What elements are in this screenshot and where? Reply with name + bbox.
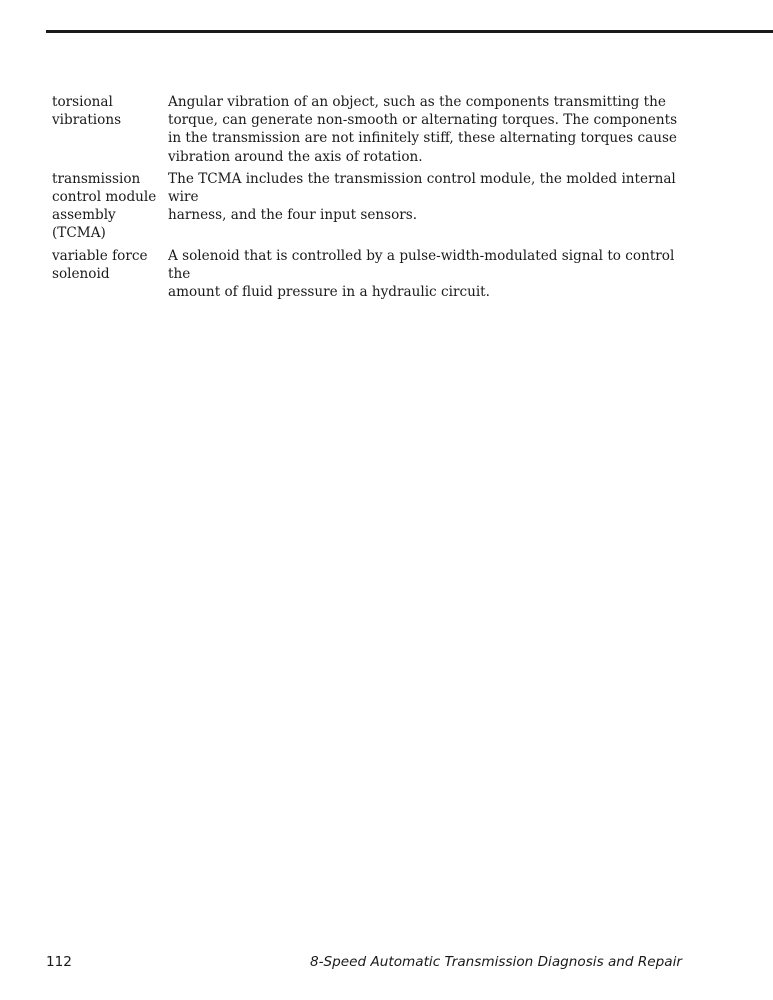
glossary-list — [52, 93, 692, 305]
glossary-definition: A solenoid that is controlled by a pulse-width-modulated signal to control the amount of fluid pressure in a hydraulic circuit. — [168, 247, 675, 301]
page-number: 112 — [46, 954, 72, 970]
header-rule — [46, 30, 773, 33]
glossary-definition: The TCMA includes the transmission control module, the molded internal wire harness, and the four input sensors. — [168, 170, 676, 224]
glossary-term: transmission control module assembly (TCMA) — [52, 170, 157, 242]
glossary-entry-tcma — [52, 170, 692, 243]
glossary-term: torsional vibrations — [52, 94, 122, 129]
glossary-entry-variable-force-solenoid — [52, 247, 692, 302]
glossary-entry-torsional-vibrations — [52, 93, 692, 166]
glossary-definition: Angular vibration of an object, such as the components transmitting the torque, can generate non-smooth or alternating torques. The components in the transmission are not infinitely stiff, these alternating torques cause vibration around the axis of rotation. — [168, 94, 678, 165]
book-title: 8-Speed Automatic Transmission Diagnosis and Repair — [309, 954, 682, 970]
glossary-term: variable force solenoid — [52, 247, 148, 282]
page-footer — [46, 954, 686, 974]
